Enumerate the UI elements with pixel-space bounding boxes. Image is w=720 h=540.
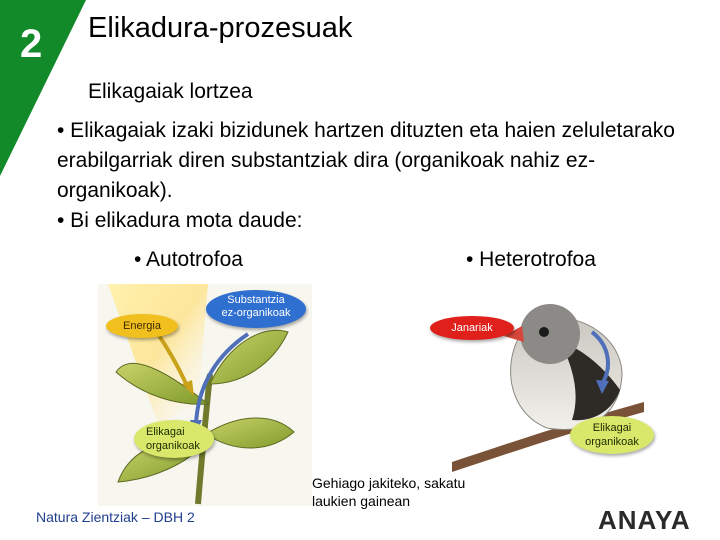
help-line1: Gehiago jakiteko, sakatu bbox=[312, 475, 466, 491]
energy-label: Energia bbox=[106, 314, 178, 338]
organic-food-label-plant bbox=[134, 420, 214, 458]
page-title: Elikadura-prozesuak bbox=[88, 12, 353, 44]
publisher-logo bbox=[598, 505, 698, 533]
organic-food-label-bird bbox=[570, 416, 654, 454]
types-paragraph: • Bi elikadura mota daude: bbox=[57, 209, 303, 232]
section-subtitle: Elikagaiak lortzea bbox=[88, 80, 253, 103]
inorganic-label-line1: Substantzia bbox=[227, 294, 285, 306]
organic-label-line2: organikoak bbox=[585, 436, 639, 448]
body-text bbox=[57, 116, 697, 236]
organic-label-line2: organikoak bbox=[146, 440, 200, 452]
course-footer: Natura Zientziak – DBH 2 bbox=[36, 509, 195, 525]
organic-label-line1: Elikagai bbox=[146, 426, 185, 438]
inorganic-label-line2: ez-organikoak bbox=[221, 307, 291, 319]
chapter-number: 2 bbox=[20, 22, 43, 66]
publisher-name: ANAYA bbox=[598, 505, 691, 533]
organic-label-line1: Elikagai bbox=[592, 422, 632, 434]
definition-paragraph: • Elikagaiak izaki bizidunek hartzen dituzten eta haien zeluletarako erabilgarriak diren substantziak dira (organikoak nahiz ez-organikoak). bbox=[57, 119, 675, 202]
bird-head bbox=[520, 304, 580, 364]
bird-eye bbox=[539, 327, 549, 337]
food-label: Janariak bbox=[430, 316, 514, 340]
inorganic-substances-label bbox=[206, 290, 306, 328]
heterotrophic-heading: • Heterotrofoa bbox=[466, 248, 596, 271]
help-instructions bbox=[312, 474, 465, 510]
autotrophic-heading: • Autotrofoa bbox=[134, 248, 243, 271]
help-line2: laukien gainean bbox=[312, 493, 411, 509]
